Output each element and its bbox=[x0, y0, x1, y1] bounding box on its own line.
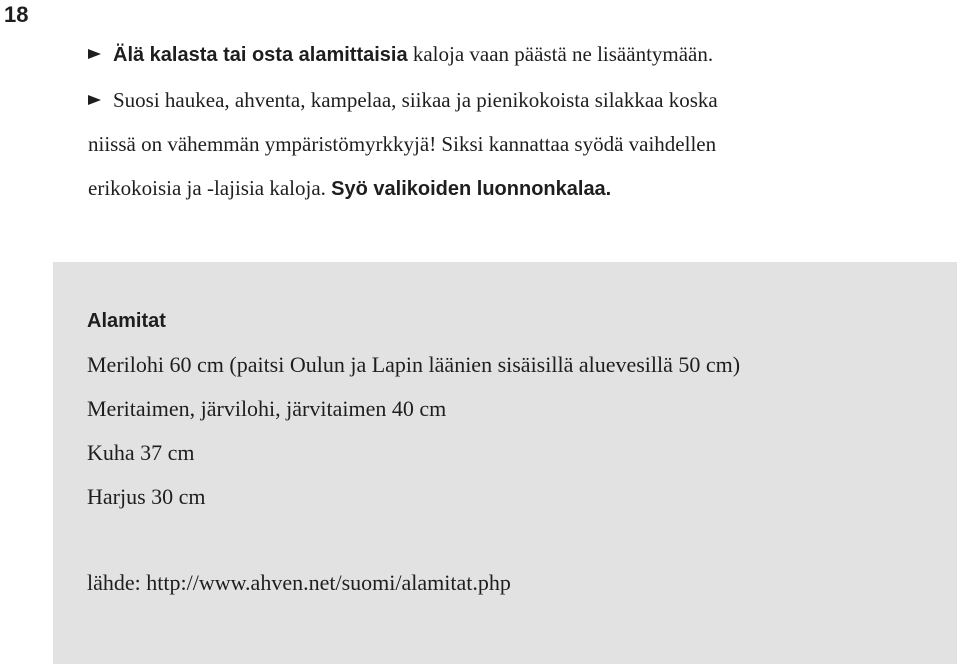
bullet-2-text: Suosi haukea, ahventa, kampelaa, siikaa ja pienikokoista silakkaa koska bbox=[113, 88, 718, 112]
page-number: 18 bbox=[4, 2, 29, 27]
box-line: Harjus 30 cm bbox=[87, 484, 206, 509]
paragraph-bold-text: Syö valikoiden luonnonkalaa. bbox=[331, 178, 612, 200]
bullet-1-bold: Älä kalasta tai osta alamittaisia bbox=[113, 44, 408, 66]
bullet-item-2 bbox=[88, 88, 718, 113]
source-link[interactable]: lähde: http://www.ahven.net/suomi/alamitat.php bbox=[87, 570, 511, 595]
arrow-bullet-icon bbox=[88, 49, 101, 59]
minimum-sizes-box bbox=[53, 262, 957, 664]
box-line: Meritaimen, järvilohi, järvitaimen 40 cm bbox=[87, 396, 447, 421]
bullet-item-1 bbox=[88, 42, 713, 67]
arrow-bullet-icon bbox=[88, 95, 101, 105]
paragraph-line-2 bbox=[88, 176, 611, 201]
paragraph-line-2-text: erikokoisia ja -lajisia kaloja. bbox=[88, 176, 326, 200]
box-title: Alamitat bbox=[87, 310, 166, 332]
box-line: Merilohi 60 cm (paitsi Oulun ja Lapin läänien sisäisillä aluevesillä 50 cm) bbox=[87, 352, 741, 377]
bullet-1-text: kaloja vaan päästä ne lisääntymään. bbox=[407, 42, 714, 66]
box-line: Kuha 37 cm bbox=[87, 440, 195, 465]
paragraph-line-1: niissä on vähemmän ympäristömyrkkyjä! Siksi kannattaa syödä vaihdellen bbox=[88, 132, 717, 156]
